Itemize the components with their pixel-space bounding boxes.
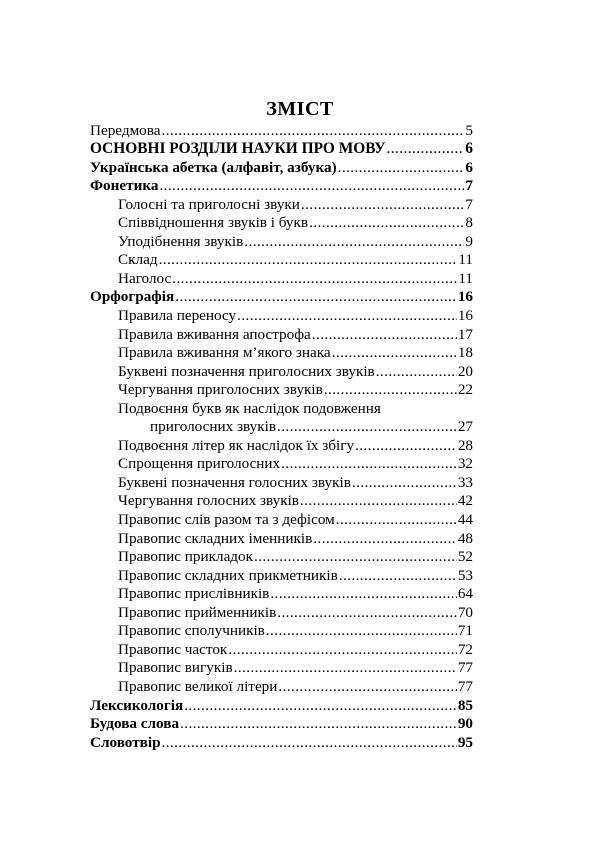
dot-leader — [309, 214, 464, 232]
toc-entry-page: 6 — [465, 158, 473, 176]
toc-entry — [90, 362, 473, 381]
toc-entry — [90, 344, 473, 363]
toc-entry-title: Будова слова — [90, 715, 180, 733]
toc-entry-title: Правопис сполучників — [118, 622, 265, 640]
toc-entry — [90, 325, 473, 344]
toc-entry-page: 6 — [465, 140, 473, 158]
toc-entry — [90, 195, 473, 214]
dot-leader — [184, 697, 457, 715]
toc-entry — [90, 473, 473, 492]
toc-entry — [90, 121, 473, 140]
toc-entry-page: 48 — [457, 529, 473, 547]
toc-entry-title: Правопис великої літери — [118, 677, 278, 695]
dot-leader — [332, 344, 457, 362]
toc-entry-title: Подвоєння букв як наслідок подовження — [118, 399, 381, 417]
toc-entry — [90, 455, 473, 474]
toc-entry-title: Буквені позначення приголосних звуків — [118, 362, 375, 380]
dot-leader — [336, 511, 457, 529]
toc-entry — [90, 140, 473, 159]
dot-leader — [339, 567, 457, 585]
toc-entry-page: 16 — [457, 288, 473, 306]
toc-entry — [90, 269, 473, 288]
toc-entry-title: Чергування приголосних звуків — [118, 381, 323, 399]
toc-entry-page: 64 — [457, 585, 473, 603]
dot-leader — [159, 251, 458, 269]
toc-entry-page: 27 — [457, 418, 473, 436]
toc-entry-page: 32 — [457, 455, 473, 473]
toc-entry-title: Правопис прикладок — [118, 548, 254, 566]
dot-leader — [313, 530, 457, 548]
toc-entry-title: Уподібнення звуків — [118, 232, 244, 250]
dot-leader — [277, 418, 457, 436]
toc-entry-page: 22 — [457, 381, 473, 399]
dot-leader — [300, 492, 457, 510]
toc-entry-title: Правила вживання м’якого знака — [118, 344, 331, 362]
toc-entry-page: 77 — [457, 659, 473, 677]
dot-leader — [270, 585, 456, 603]
dot-leader — [162, 734, 457, 752]
toc-entry — [90, 566, 473, 585]
dot-leader — [355, 437, 457, 455]
toc-entry-page: 53 — [457, 566, 473, 584]
toc-entry — [90, 529, 473, 548]
toc-entry-title: Правила переносу — [118, 307, 237, 325]
toc-entry-title: Правопис часток — [118, 640, 228, 658]
toc-entry-page: 9 — [465, 232, 473, 250]
toc-entry — [90, 492, 473, 511]
dot-leader — [324, 381, 457, 399]
toc-entry-page: 85 — [457, 696, 473, 714]
toc-entry-page: 8 — [465, 214, 473, 232]
toc-entry — [90, 306, 473, 325]
toc-entry — [90, 251, 473, 270]
dot-leader — [312, 326, 457, 344]
toc-entry-page: 52 — [457, 548, 473, 566]
toc-entry-title: Співвідношення звуків і букв — [118, 214, 309, 232]
toc-entry — [90, 603, 473, 622]
toc-entry-title: Словотвір — [90, 733, 161, 751]
toc-entry — [90, 158, 473, 177]
toc-entry-page: 70 — [457, 603, 473, 621]
toc-entry-title: Правопис складних прикметників — [118, 566, 338, 584]
toc-entry — [90, 436, 473, 455]
toc-entry-page: 44 — [457, 511, 473, 529]
table-of-contents — [90, 121, 473, 752]
toc-entry-page: 17 — [457, 325, 473, 343]
toc-entry — [90, 640, 473, 659]
toc-entry-title: ОСНОВНІ РОЗДІЛИ НАУКИ ПРО МОВУ — [90, 140, 386, 158]
toc-entry-page: 42 — [457, 492, 473, 510]
toc-entry — [90, 715, 473, 734]
toc-entry — [90, 733, 473, 752]
dot-leader — [277, 604, 457, 622]
dot-leader — [338, 159, 465, 177]
toc-entry-title: Буквені позначення голосних звуків — [118, 473, 351, 491]
toc-entry-page: 7 — [465, 177, 473, 195]
toc-entry-page: 5 — [465, 121, 473, 139]
toc-entry-title: Спрощення приголосних — [118, 455, 281, 473]
toc-entry-page: 71 — [457, 622, 473, 640]
toc-entry-page: 18 — [457, 344, 473, 362]
dot-leader — [159, 177, 464, 195]
toc-entry-title: Правопис вигуків — [118, 659, 233, 677]
toc-entry-title: Українська абетка (алфавіт, азбука) — [90, 158, 337, 176]
dot-leader — [172, 270, 457, 288]
toc-entry-page: 72 — [457, 640, 473, 658]
toc-entry-page: 33 — [457, 473, 473, 491]
toc-entry — [90, 232, 473, 251]
toc-entry-title: Фонетика — [90, 177, 159, 195]
toc-entry-page: 20 — [457, 362, 473, 380]
toc-entry — [90, 214, 473, 233]
toc-entry — [90, 622, 473, 641]
toc-entry-page: 28 — [457, 436, 473, 454]
toc-entry — [90, 659, 473, 678]
toc-entry — [90, 418, 473, 437]
toc-entry-page: 7 — [465, 195, 473, 213]
toc-entry — [90, 548, 473, 567]
toc-entry-title: Чергування голосних звуків — [118, 492, 299, 510]
toc-entry — [90, 381, 473, 400]
toc-entry — [90, 696, 473, 715]
dot-leader — [278, 678, 456, 696]
toc-entry-title: Орфографія — [90, 288, 175, 306]
toc-entry-page: 95 — [457, 733, 473, 751]
toc-entry — [90, 585, 473, 604]
toc-entry-title: Передмова — [90, 121, 161, 139]
dot-leader — [387, 140, 465, 158]
dot-leader — [352, 474, 457, 492]
dot-leader — [254, 548, 457, 566]
toc-entry-title: Правопис слів разом та з дефісом — [118, 511, 335, 529]
toc-entry — [90, 677, 473, 696]
dot-leader — [281, 455, 457, 473]
dot-leader — [244, 233, 464, 251]
toc-entry — [90, 510, 473, 529]
toc-entry-title: Голосні та приголосні звуки — [118, 195, 300, 213]
dot-leader — [162, 122, 465, 140]
toc-entry-title: Правопис прийменників — [118, 603, 277, 621]
dot-leader — [175, 288, 457, 306]
dot-leader — [266, 622, 457, 640]
dot-leader — [301, 196, 464, 214]
toc-entry — [90, 288, 473, 307]
dot-leader — [234, 659, 457, 677]
toc-entry-page: 90 — [457, 715, 473, 733]
toc-entry-title: Лексикологія — [90, 696, 184, 714]
toc-entry-title: Правопис складних іменників — [118, 529, 313, 547]
toc-entry-title: Правила вживання апострофа — [118, 325, 311, 343]
dot-leader — [228, 641, 457, 659]
toc-entry-title: Подвоєння літер як наслідок їх збігу — [118, 436, 355, 454]
toc-entry-title: Склад — [118, 251, 158, 269]
toc-entry-page: 11 — [458, 269, 473, 287]
toc-entry-title: приголосних звуків — [150, 418, 277, 436]
page-title: ЗМІСТ — [266, 98, 334, 120]
toc-entry-title: Правопис прислівників — [118, 585, 270, 603]
toc-entry — [90, 399, 473, 418]
toc-entry-page: 77 — [457, 677, 473, 695]
dot-leader — [237, 307, 457, 325]
toc-entry-page: 16 — [457, 307, 473, 325]
toc-entry — [90, 177, 473, 196]
toc-entry-page: 11 — [458, 251, 473, 269]
dot-leader — [180, 715, 457, 733]
dot-leader — [376, 363, 457, 381]
toc-entry-title: Наголос — [118, 269, 172, 287]
